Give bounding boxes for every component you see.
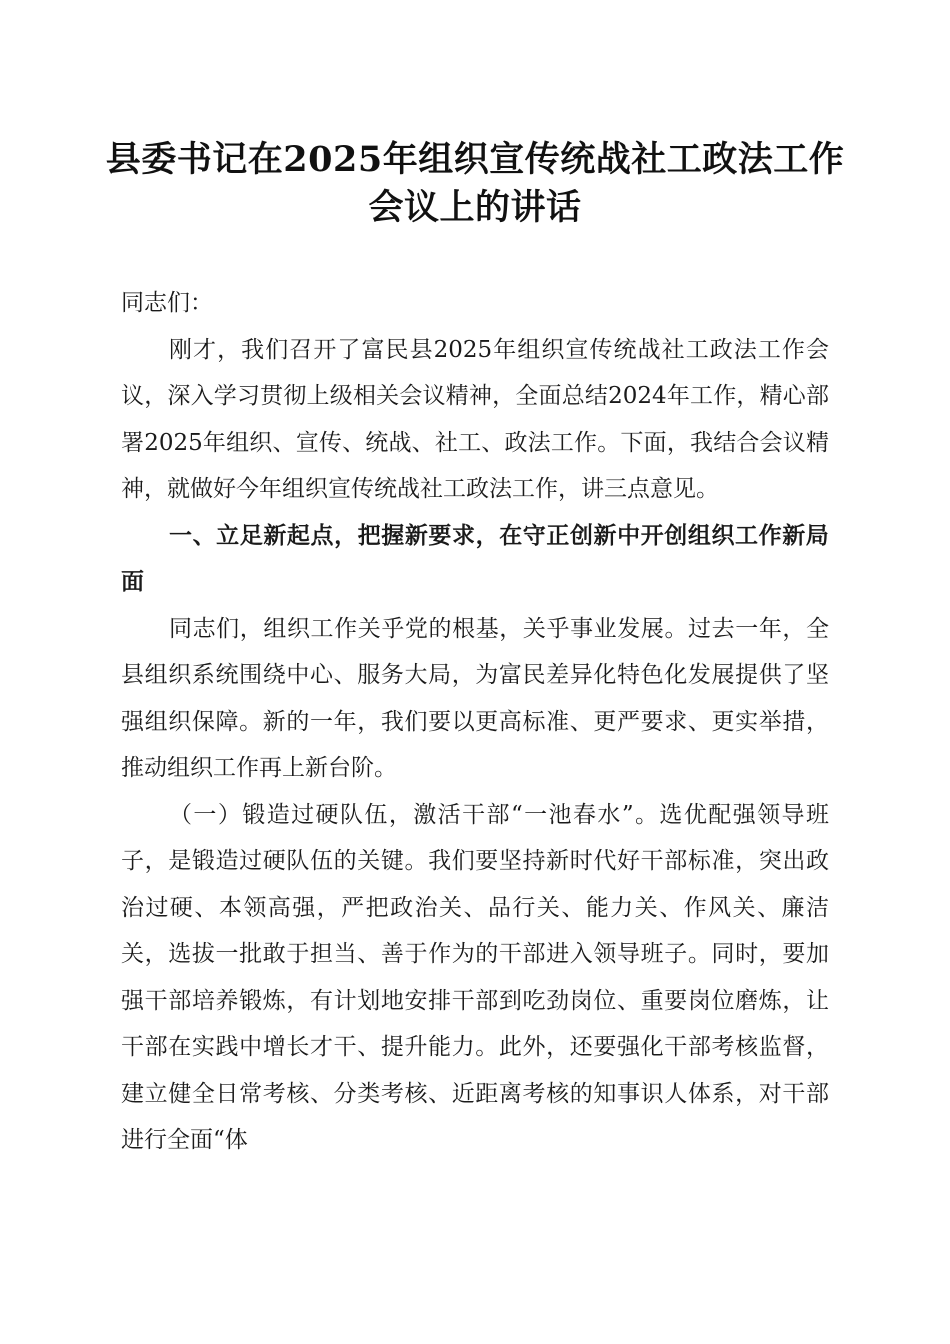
opening-paragraph: 刚才，我们召开了富民县2025年组织宣传统战社工政法工作会议，深入学习贯彻上级相关会议精神，全面总结2024年工作，精心部署2025年组织、宣传、统战、社工、政法工作。下面，我结合会议精神，就做好今年组织宣传统战社工政法工作，讲三点意见。 <box>121 336 829 502</box>
document-body <box>121 280 829 1164</box>
document-title: 县委书记在2025年组织宣传统战社工政法工作会议上的讲话 <box>105 139 845 228</box>
section-one-intro-paragraph: 同志们，组织工作关乎党的根基，关乎事业发展。过去一年，全县组织系统围绕中心、服务大局，为富民差异化特色化发展提供了坚强组织保障。新的一年，我们要以更高标准、更严要求、更实举措，推动组织工作再上新台阶。 <box>121 615 829 781</box>
section-one-heading: 一、立足新起点，把握新要求，在守正创新中开创组织工作新局面 <box>121 522 829 595</box>
salutation: 同志们： <box>121 290 213 316</box>
section-one-item-one-paragraph: （一）锻造过硬队伍，激活干部“一池春水”。选优配强领导班子，是锻造过硬队伍的关键。我们要坚持新时代好干部标准，突出政治过硬、本领高强，严把政治关、品行关、能力关、作风关、廉洁关，选拔一批敢于担当、善于作为的干部进入领导班子。同时，要加强干部培养锻炼，有计划地安排干部到吃劲岗位、重要岗位磨炼，让干部在实践中增长才干、提升能力。此外，还要强化干部考核监督，建立健全日常考核、分类考核、近距离考核的知事识人体系，对干部进行全面“体 <box>121 801 829 1153</box>
